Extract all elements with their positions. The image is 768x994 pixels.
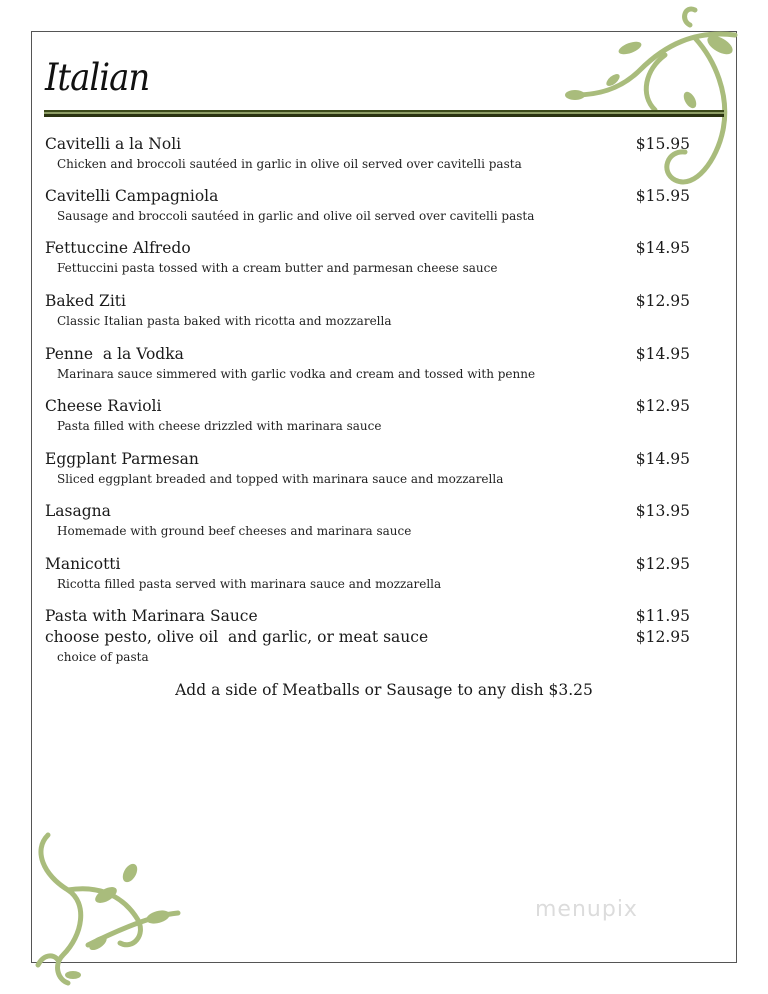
- item-name: Cavitelli Campagniola: [45, 187, 219, 205]
- item-description: Ricotta filled pasta served with marinara sauce and mozzarella: [57, 577, 442, 591]
- item-variant-name: choose pesto, olive oil and garlic, or meat sauce: [45, 628, 429, 646]
- item-name: Fettuccine Alfredo: [45, 239, 191, 257]
- item-description: Fettuccini pasta tossed with a cream butter and parmesan cheese sauce: [57, 261, 498, 275]
- menu-item: [45, 238, 690, 276]
- item-description: Classic Italian pasta baked with ricotta and mozzarella: [57, 314, 392, 328]
- item-description: Marinara sauce simmered with garlic vodka and cream and tossed with penne: [57, 367, 536, 381]
- item-name: Eggplant Parmesan: [45, 450, 199, 468]
- item-name: Cavitelli a la Noli: [45, 135, 182, 153]
- item-price: $12.95: [635, 555, 690, 573]
- menu-item: [45, 291, 690, 329]
- item-description: Chicken and broccoli sautéed in garlic in olive oil served over cavitelli pasta: [57, 157, 522, 171]
- side-addon-note: Add a side of Meatballs or Sausage to any dish $3.25: [175, 681, 593, 699]
- watermark-logo: menupix: [535, 897, 638, 922]
- item-price: $14.95: [635, 345, 690, 363]
- menu-item: [45, 501, 690, 539]
- item-price: $12.95: [635, 292, 690, 310]
- menu-item: [45, 449, 690, 487]
- vine-ornament-bottom-left: [28, 825, 188, 990]
- item-description: Homemade with ground beef cheeses and marinara sauce: [57, 524, 412, 538]
- menu-item: [45, 344, 690, 382]
- item-variant: [45, 627, 690, 647]
- item-description: Pasta filled with cheese drizzled with marinara sauce: [57, 419, 382, 433]
- menu-item: [45, 134, 690, 172]
- item-variant-price: $12.95: [635, 628, 690, 646]
- item-name: Baked Ziti: [45, 292, 126, 310]
- menu-item: [45, 606, 690, 665]
- item-price: $11.95: [635, 607, 690, 625]
- item-name: Cheese Ravioli: [45, 397, 162, 415]
- item-name: Penne a la Vodka: [45, 345, 184, 363]
- item-price: $15.95: [635, 135, 690, 153]
- title-divider: [44, 110, 724, 117]
- item-price: $13.95: [635, 502, 690, 520]
- item-description: Sliced eggplant breaded and topped with marinara sauce and mozzarella: [57, 472, 504, 486]
- item-name: Pasta with Marinara Sauce: [45, 607, 258, 625]
- menu-item: [45, 186, 690, 224]
- item-price: $14.95: [635, 450, 690, 468]
- item-description: choice of pasta: [57, 650, 149, 664]
- menu-item: [45, 396, 690, 434]
- item-description: Sausage and broccoli sautéed in garlic and olive oil served over cavitelli pasta: [57, 209, 535, 223]
- section-title: Italian: [45, 56, 150, 100]
- menu-item: [45, 554, 690, 592]
- item-price: $14.95: [635, 239, 690, 257]
- item-price: $12.95: [635, 397, 690, 415]
- item-name: Manicotti: [45, 555, 121, 573]
- item-price: $15.95: [635, 187, 690, 205]
- item-name: Lasagna: [45, 502, 111, 520]
